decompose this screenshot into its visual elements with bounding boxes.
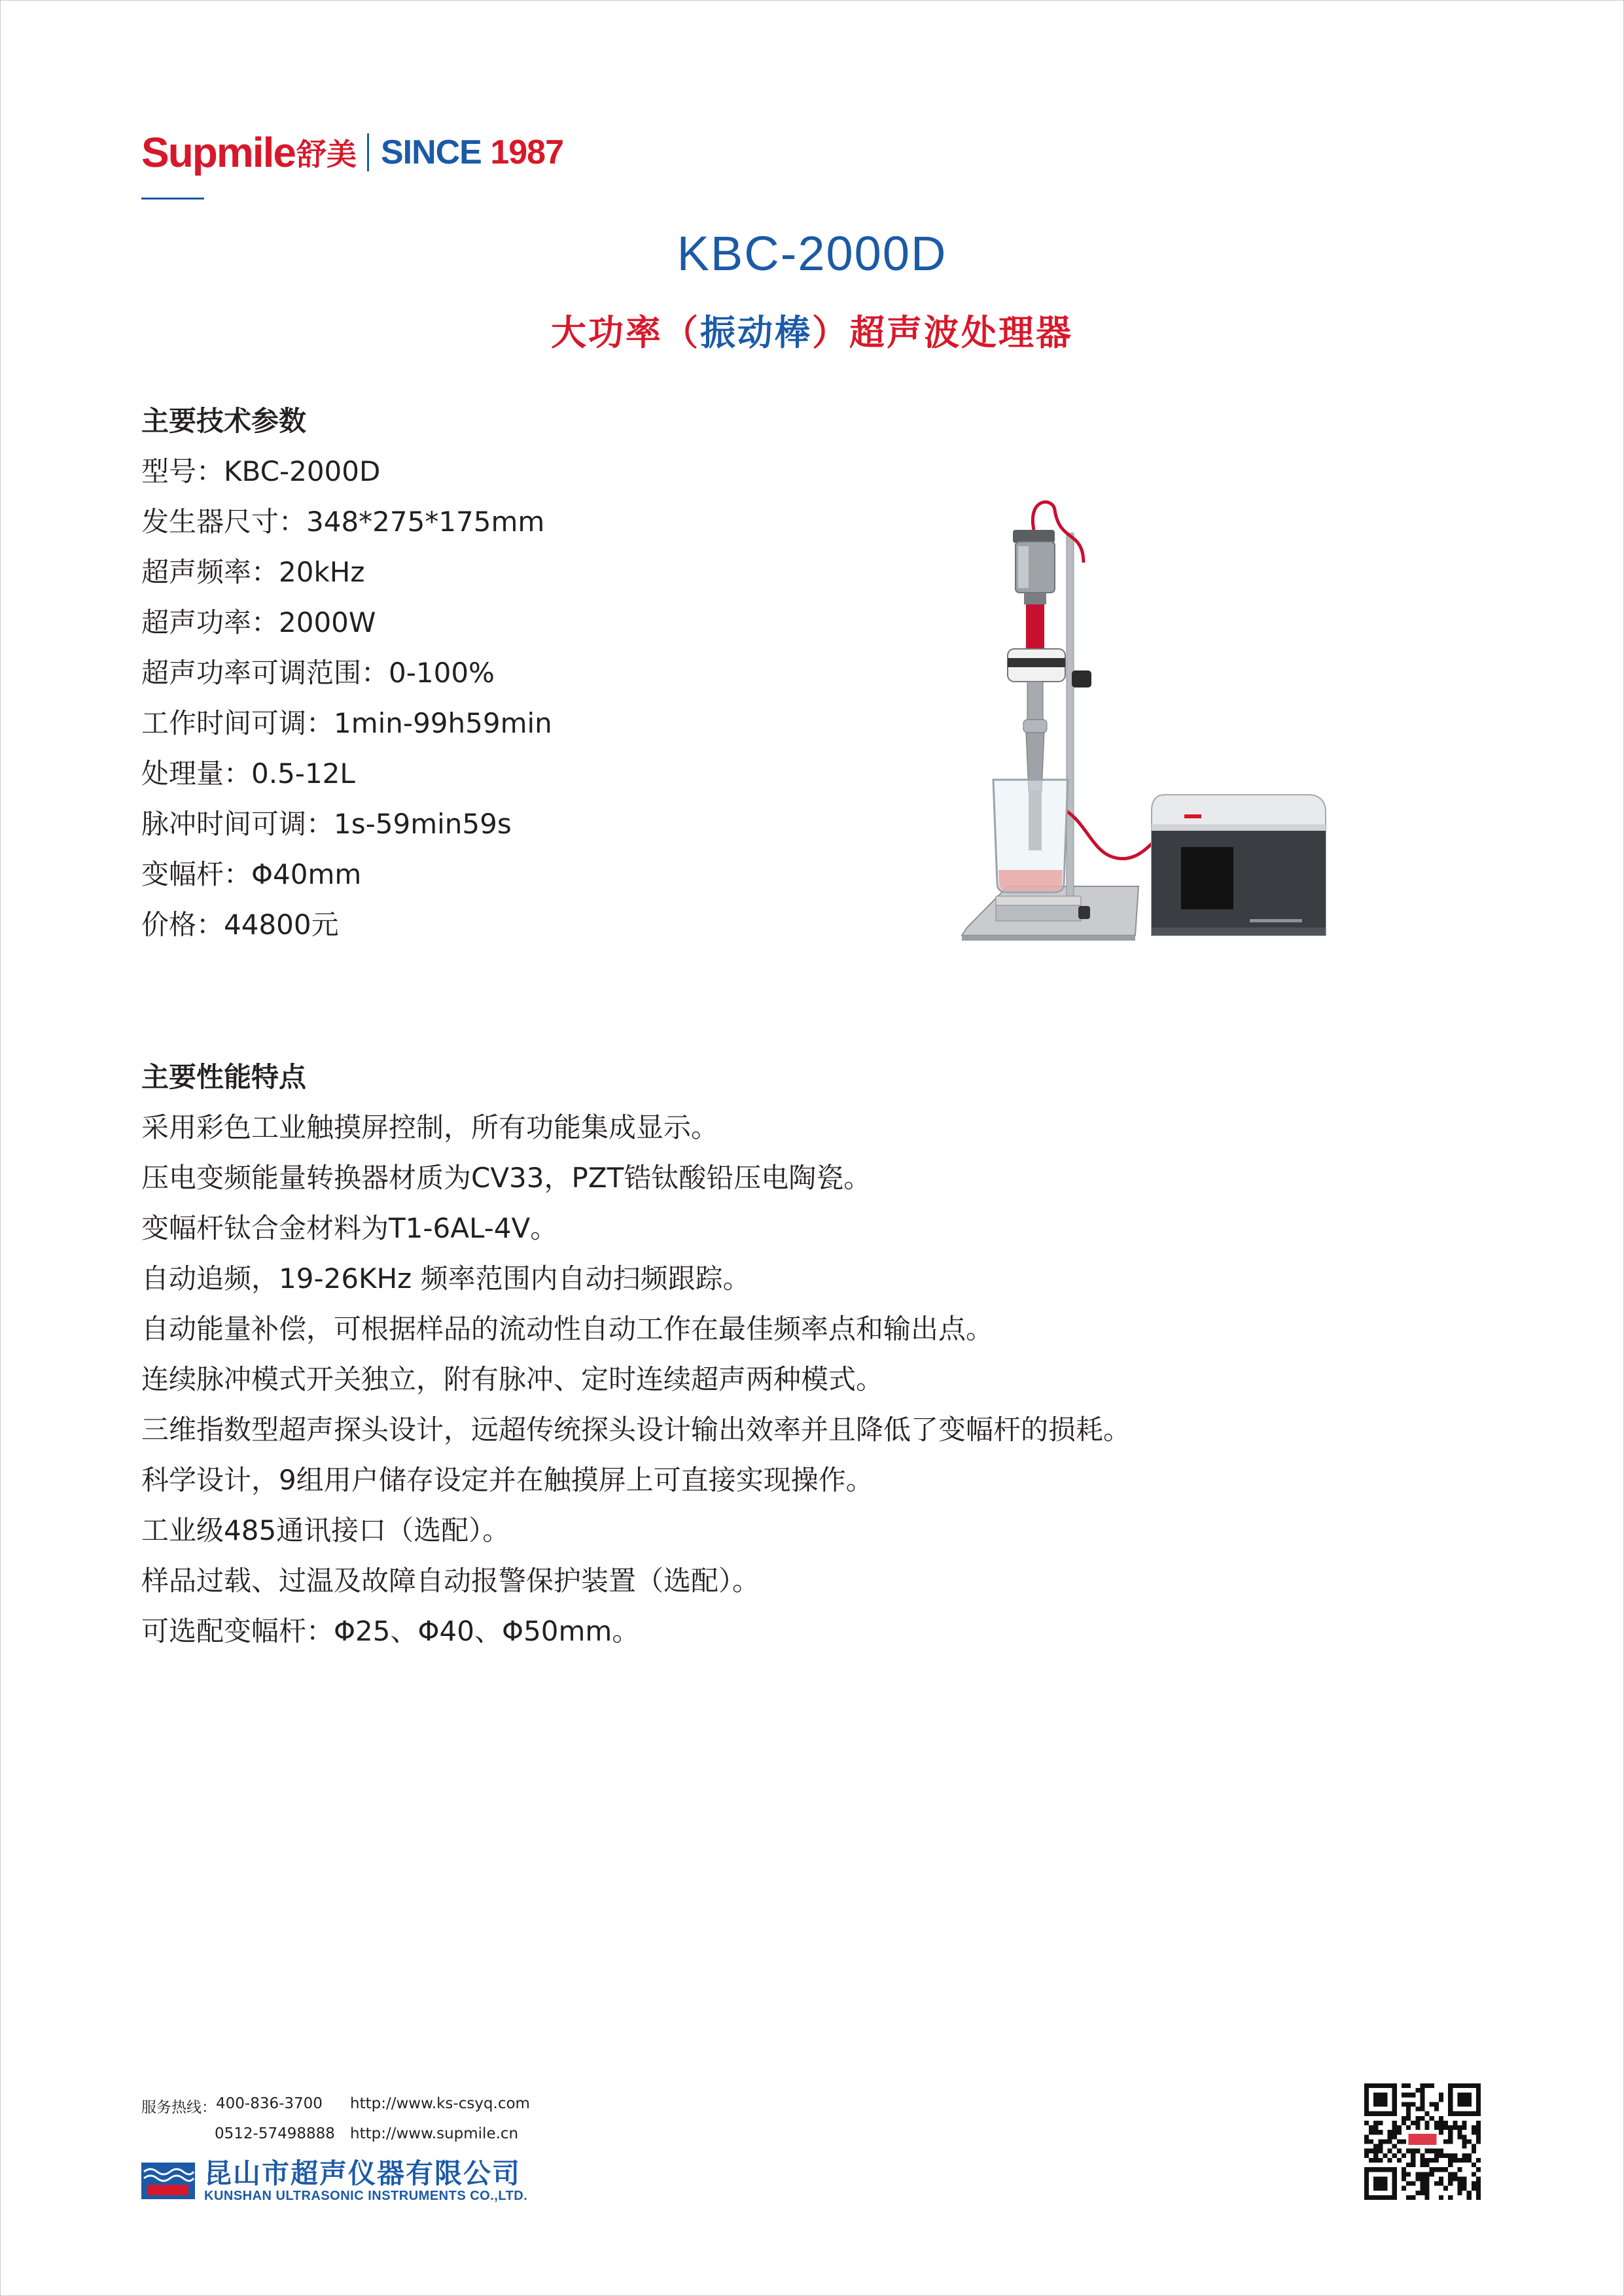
spec-item: 超声功率可调范围：0-100% xyxy=(141,657,495,689)
company-name-en: KUNSHAN ULTRASONIC INSTRUMENTS CO.,LTD. xyxy=(204,2189,528,2203)
features-section xyxy=(141,1052,1131,1656)
product-model-title: KBC-2000D xyxy=(677,226,947,281)
specs-section xyxy=(141,396,552,950)
phone-2: 0512-57498888 xyxy=(215,2125,335,2142)
company-name-cn: 昆山市超声仪器有限公司 xyxy=(204,2157,521,2189)
product-name-part1: 大功率（ xyxy=(551,312,700,353)
spec-item: 价格：44800元 xyxy=(141,909,339,941)
qr-code-icon[interactable] xyxy=(1364,2083,1481,2200)
feature-item: 样品过载、过温及故障自动报警保护装置（选配）。 xyxy=(141,1565,760,1597)
features-heading: 主要性能特点 xyxy=(141,1061,307,1093)
feature-item: 自动追频，19-26KHz 频率范围内自动扫频跟踪。 xyxy=(141,1262,750,1295)
spec-item: 型号：KBC-2000D xyxy=(141,455,381,487)
feature-item: 连续脉冲模式开关独立，附有脉冲、定时连续超声两种模式。 xyxy=(141,1363,884,1395)
since-year: 1987 xyxy=(490,133,563,171)
hotline-label: 服务热线： xyxy=(141,2099,217,2116)
ultrasonic-processor-illustration xyxy=(955,484,1348,942)
feature-item: 工业级485通讯接口（选配）。 xyxy=(141,1514,510,1546)
since-label xyxy=(381,133,563,172)
spec-item: 变幅杆：Φ40mm xyxy=(141,858,362,890)
logo-divider xyxy=(367,133,369,171)
product-name-title xyxy=(0,305,1624,355)
spec-item: 处理量：0.5-12L xyxy=(141,757,355,790)
spec-item: 发生器尺寸：348*275*175mm xyxy=(141,506,545,538)
brand-name-en: Supmile xyxy=(141,129,295,176)
phone-1: 400-836-3700 xyxy=(216,2095,323,2112)
brand-name-cn: 舒美 xyxy=(296,137,357,172)
website-link-2[interactable]: http://www.supmile.cn xyxy=(350,2125,519,2142)
product-name-part2: 振动棒 xyxy=(700,312,812,353)
feature-item: 采用彩色工业触摸屏控制，所有功能集成显示。 xyxy=(141,1111,719,1143)
company-logo xyxy=(141,2159,527,2203)
feature-item: 变幅杆钛合金材料为T1-6AL-4V。 xyxy=(141,1212,558,1244)
brand-logo xyxy=(141,130,563,175)
wave-badge-icon xyxy=(141,2163,195,2199)
feature-item: 三维指数型超声探头设计，远超传统探头设计输出效率并且降低了变幅杆的损耗。 xyxy=(141,1414,1131,1446)
feature-item: 自动能量补偿，可根据样品的流动性自动工作在最佳频率点和输出点。 xyxy=(141,1313,994,1345)
specs-heading: 主要技术参数 xyxy=(141,405,307,437)
product-name-part3: ）超声波处理器 xyxy=(812,312,1073,353)
spec-item: 超声频率：20kHz xyxy=(141,556,365,588)
spec-item: 脉冲时间可调：1s-59min59s xyxy=(141,808,512,840)
spec-item: 超声功率：2000W xyxy=(141,606,376,638)
since-text: SINCE xyxy=(380,133,491,171)
feature-item: 科学设计，9组用户储存设定并在触摸屏上可直接实现操作。 xyxy=(141,1464,874,1496)
website-link-1[interactable]: http://www.ks-csyq.com xyxy=(350,2095,530,2112)
feature-item: 压电变频能量转换器材质为CV33，PZT锆钛酸铅压电陶瓷。 xyxy=(141,1162,872,1194)
spec-item: 工作时间可调：1min-99h59min xyxy=(141,707,552,739)
header-rule xyxy=(141,198,204,200)
feature-item: 可选配变幅杆：Φ25、Φ40、Φ50mm。 xyxy=(141,1615,640,1647)
